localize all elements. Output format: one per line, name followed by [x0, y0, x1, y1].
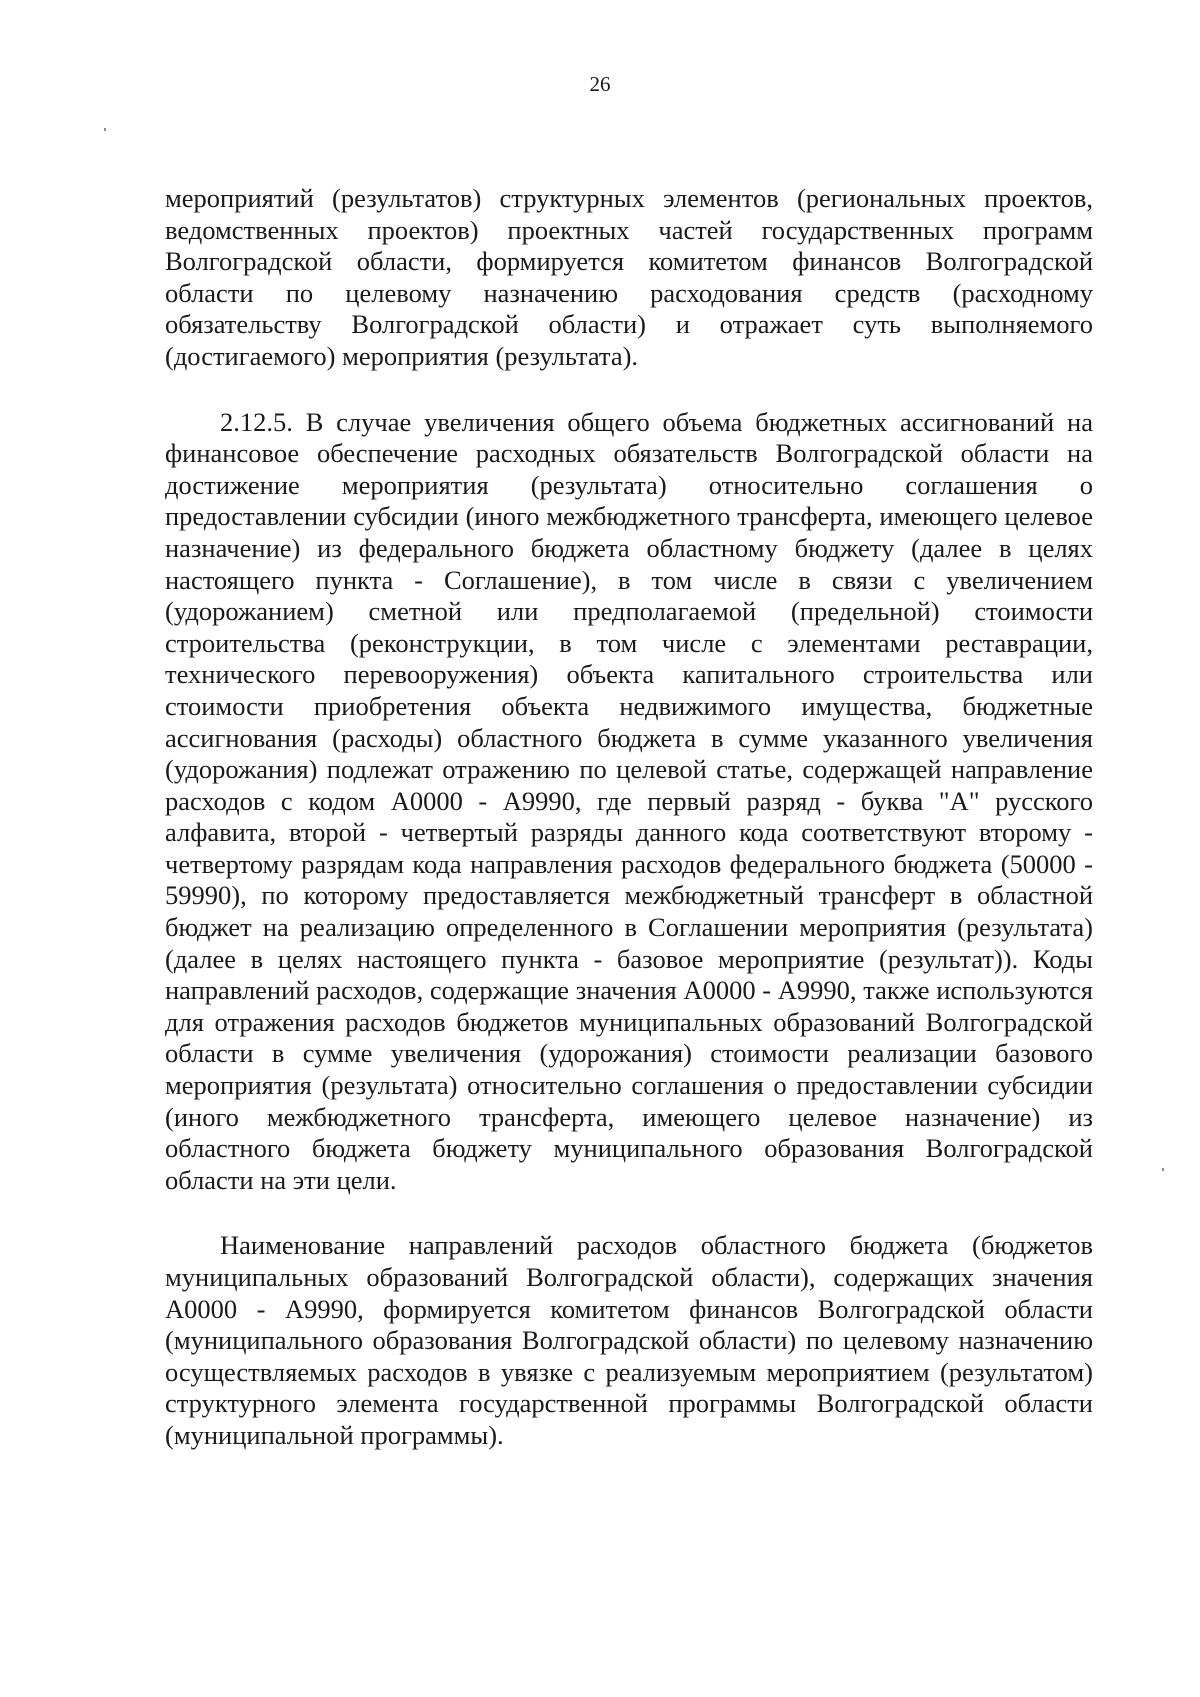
- paragraph-2-12-5: 2.12.5. В случае увеличения общего объема бюджетных ассигнований на финансовое обеспечение расходных обязательств Волгоградской области на достижение мероприятия (результата) относительно соглашения о предоставлении субсидии (иного межбюджетного трансферта, имеющего целевое назначение) из федерального бюджета областному бюджету (далее в целях настоящего пункта - Соглашение), в том числе в связи с увеличением (удорожанием) сметной или предполагаемой (предельной) стоимости строительства (реконструкции, в том числе с элементами реставрации, технического перевооружения) объекта капитального строительства или стоимости приобретения объекта недвижимого имущества, бюджетные ассигнования (расходы) областного бюджета в сумме указанного увеличения (удорожания) подлежат отражению по целевой статье, содержащей направление расходов с кодом А0000 - А9990, где первый разряд - буква "А" русского алфавита, второй - четвертый разряды данного кода соответствуют второму - четвертому разрядам кода направления расходов федерального бюджета (50000 - 59990), по которому предоставляется межбюджетный трансферт в областной бюджет на реализацию определенного в Соглашении мероприятия (результата) (далее в целях настоящего пункта - базовое мероприятие (результат)). Коды направлений расходов, содержащие значения А0000 - А9990, также используются для отражения расходов бюджетов муниципальных образований Волгоградской области в сумме увеличения (удорожания) стоимости реализации базового мероприятия (результата) относительно соглашения о предоставлении субсидии (иного межбюджетного трансферта, имеющего целевое назначение) из областного бюджета бюджету муниципального образования Волгоградской области на эти цели.: [165, 406, 1093, 1195]
- page-number: 26: [589, 72, 611, 96]
- paragraph-continuation: мероприятий (результатов) структурных элементов (региональных проектов, ведомственных проектов) проектных частей государственных программ Волгоградской области, формируется комитетом финансов Волгоградской области по целевому назначению расходования средств (расходному обязательству Волгоградской области) и отражает суть выполняемого (достигаемого) мероприятия (результата).: [165, 183, 1093, 371]
- document-body: [165, 183, 1093, 1452]
- scan-speck: [1162, 1168, 1164, 1171]
- scan-speck: [104, 128, 106, 131]
- paragraph-naming-rules: Наименование направлений расходов областного бюджета (бюджетов муниципальных образований Волгоградской области), содержащих значения А0000 - А9990, формируется комитетом финансов Волгоградской области (муниципального образования Волгоградской области) по целевому назначению осуществляемых расходов в увязке с реализуемым мероприятием (результатом) структурного элемента государственной программы Волгоградской области (муниципальной программы).: [165, 1230, 1093, 1450]
